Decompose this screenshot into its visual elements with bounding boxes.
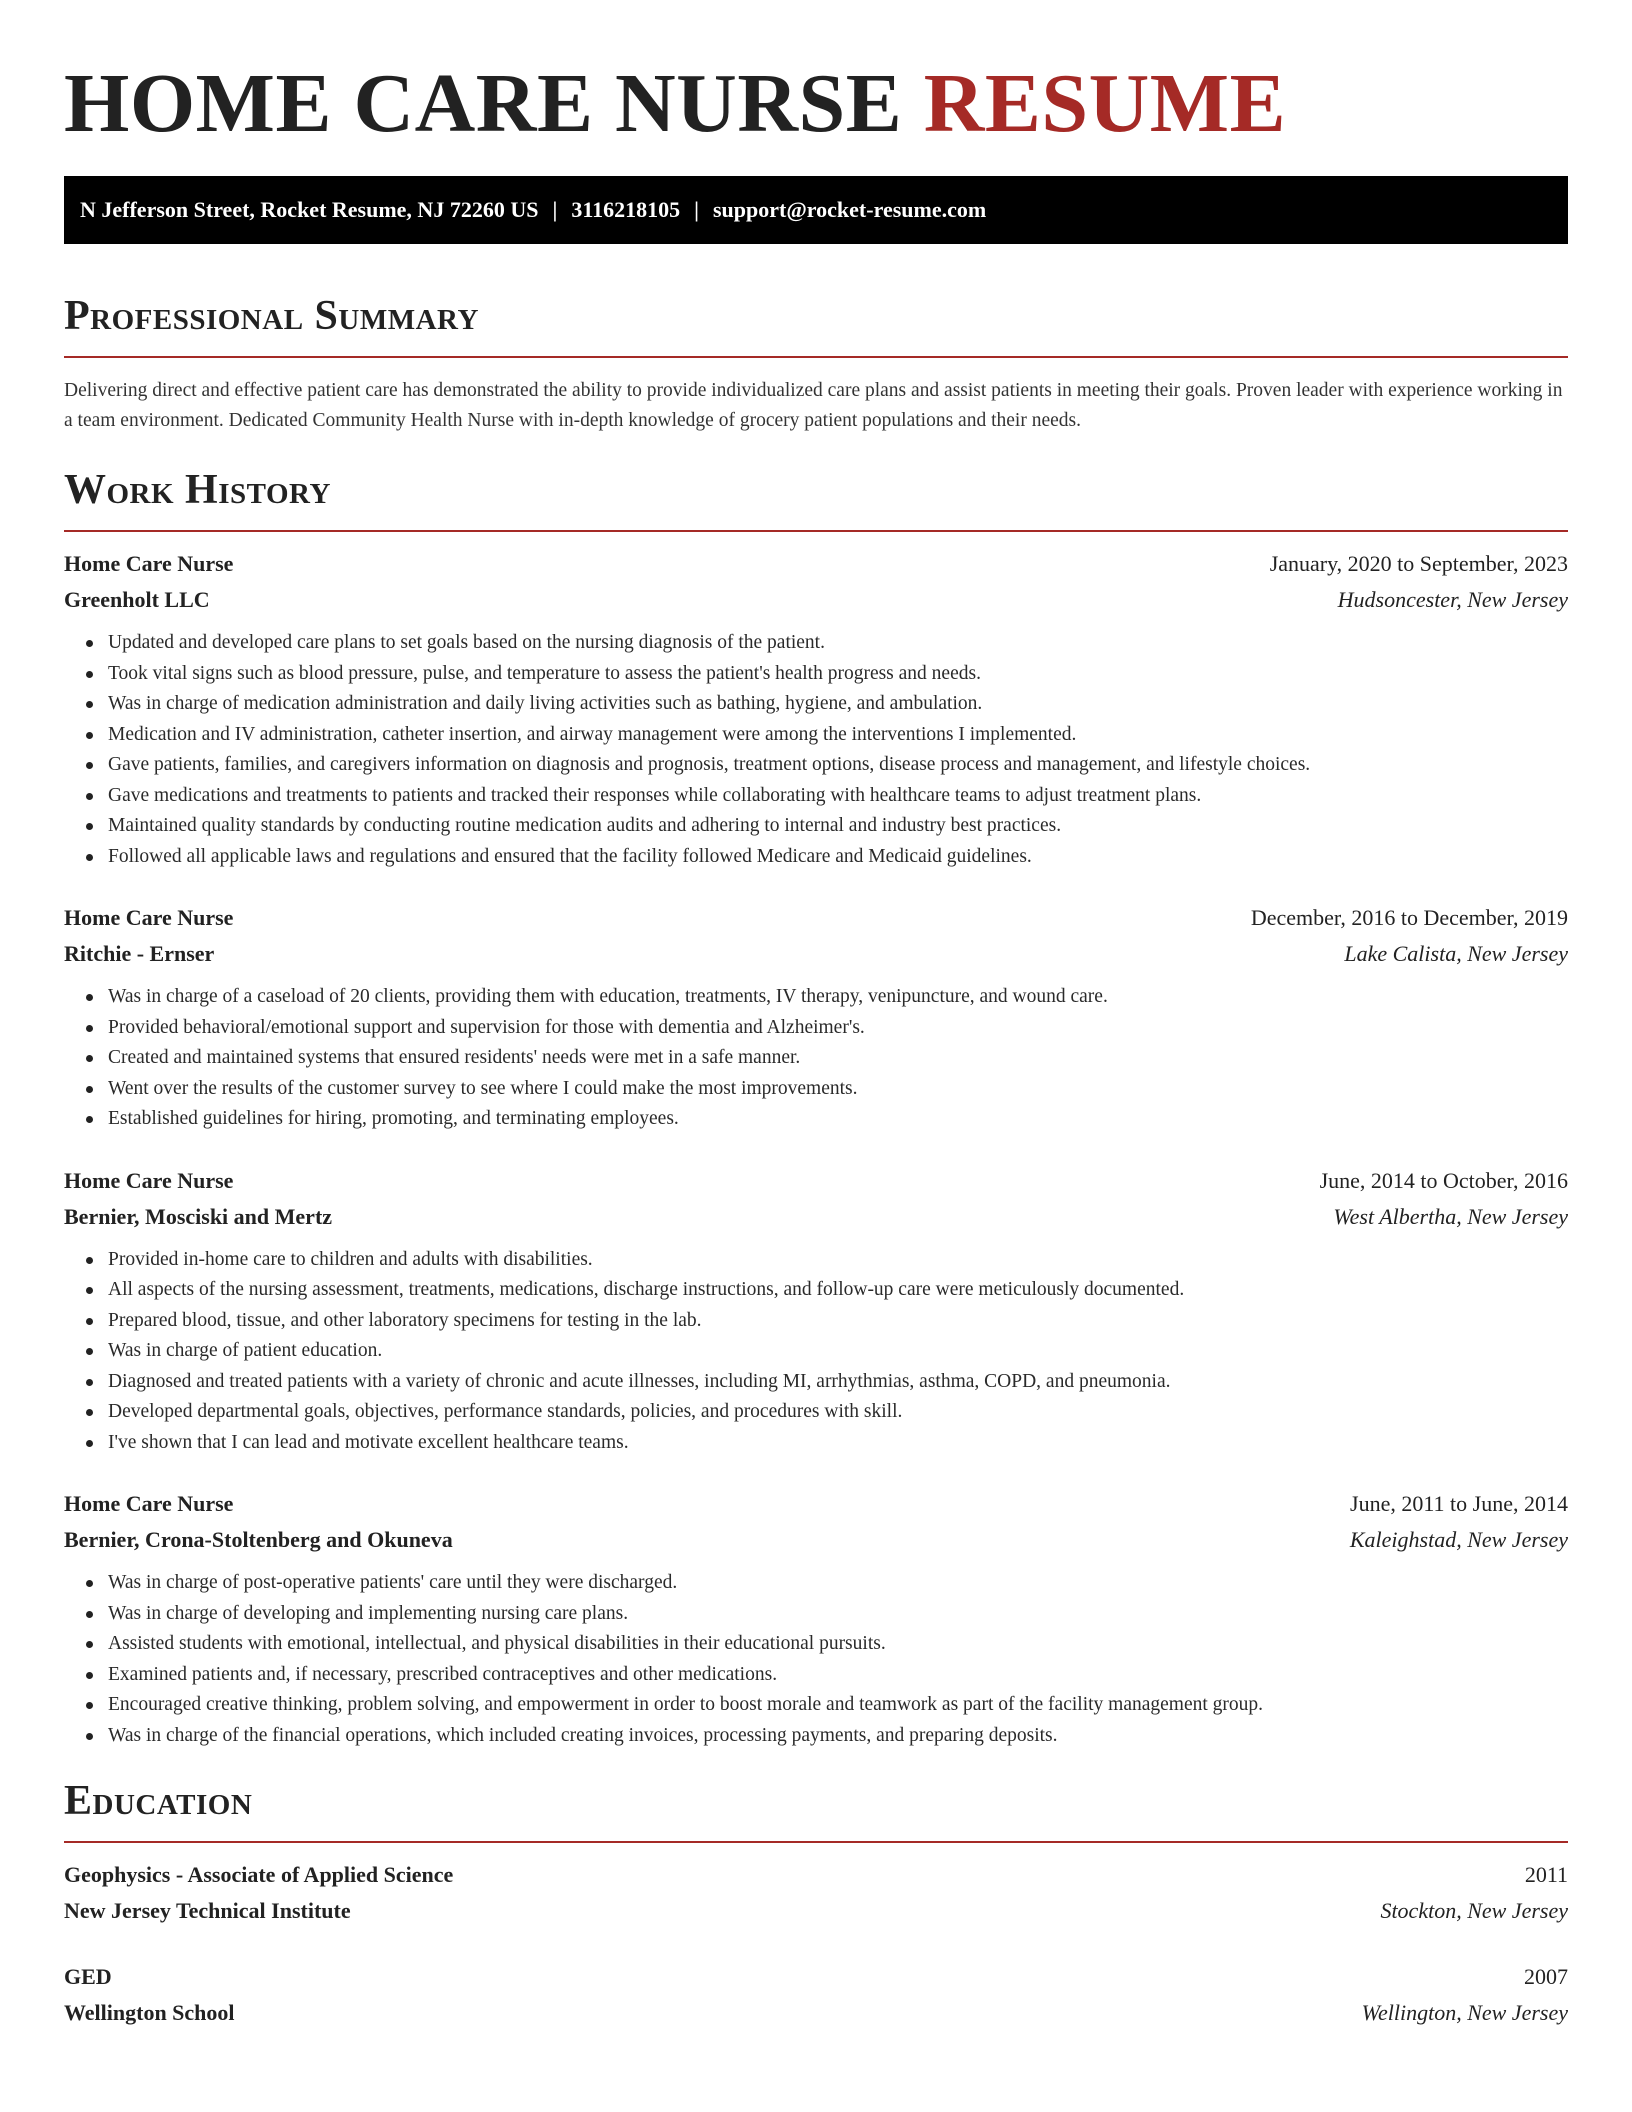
job-duty: Was in charge of the financial operations, which included creating invoices, processing payments, and preparing deposits. [108,1721,1568,1752]
job-duty: Encouraged creative thinking, problem solving, and empowerment in order to boost morale and teamwork as part of the facility management group. [108,1690,1568,1721]
job-title: Home Care Nurse [64,1491,234,1516]
job-company-row [64,1199,1568,1235]
job-dates: June, 2014 to October, 2016 [1319,1167,1568,1193]
job-duty: Went over the results of the customer survey to see where I could make the most improvements. [108,1074,1568,1105]
education-school: New Jersey Technical Institute [64,1898,351,1923]
job-duty: Medication and IV administration, catheter insertion, and airway management were among the interventions I implemented. [108,720,1568,751]
job-title-row [64,1486,1568,1522]
education-degree: Geophysics - Associate of Applied Science [64,1862,454,1887]
job-duty: Developed departmental goals, objectives, performance standards, policies, and procedures with skill. [108,1397,1568,1428]
education-school-row [64,1893,1568,1929]
education-entry [64,1959,1568,2031]
resume-title [64,54,1568,154]
contact-separator: | [694,197,699,222]
job-duty: Provided behavioral/emotional support and supervision for those with dementia and Alzheimer's. [108,1013,1568,1044]
contact-phone[interactable]: 3116218105 [571,197,681,222]
education-year: 2007 [1524,1964,1568,1989]
job-duty: Gave patients, families, and caregivers information on diagnosis and prognosis, treatment options, disease process and management, and lifestyle choices. [108,750,1568,781]
job-dates: December, 2016 to December, 2019 [1250,905,1568,930]
summary-heading: Professional Summary [64,293,479,339]
job-company-row [64,582,1568,618]
education-section [64,1773,1568,2031]
job-duty: Updated and developed care plans to set goals based on the nursing diagnosis of the patient. [108,628,1568,659]
education-year: 2011 [1524,1862,1568,1887]
contact-email[interactable]: support@rocket-resume.com [712,197,987,222]
section-divider [64,356,1568,358]
job-duty: Was in charge of post-operative patients' care until they were discharged. [108,1568,1568,1599]
job-duty: Followed all applicable laws and regulations and ensured that the facility followed Medicare and Medicaid guidelines. [108,842,1568,873]
job-duty: Gave medications and treatments to patients and tracked their responses while collaborating with healthcare teams to adjust treatment plans. [108,781,1568,812]
education-school: Wellington School [64,2000,235,2025]
job-title: Home Care Nurse [64,551,234,576]
job-duty: Was in charge of medication administration and daily living activities such as bathing, hygiene, and ambulation. [108,689,1568,720]
work-history-section [64,462,1568,1751]
job-company: Bernier, Mosciski and Mertz [64,1203,333,1229]
title-accent: RESUME [923,57,1287,150]
job-title-row [64,900,1568,936]
job-duty: Maintained quality standards by conducting routine medication audits and adhering to internal and industry best practices. [108,811,1568,842]
job-duty: I've shown that I can lead and motivate excellent healthcare teams. [108,1428,1568,1459]
job-duty: Was in charge of patient education. [108,1336,1568,1367]
job-duties-list [64,628,1568,872]
job-duty: Diagnosed and treated patients with a variety of chronic and acute illnesses, including MI, arrhythmias, asthma, COPD, and pneumonia. [108,1367,1568,1398]
job-title: Home Care Nurse [64,905,234,930]
job-title-row [64,1163,1568,1199]
job-duty: Took vital signs such as blood pressure, pulse, and temperature to assess the patient's health progress and needs. [108,659,1568,690]
job-company-row [64,936,1568,972]
job-dates: June, 2011 to June, 2014 [1350,1491,1568,1516]
job-duty: Provided in-home care to children and adults with disabilities. [108,1245,1568,1276]
job-title-row [64,546,1568,582]
job-dates: January, 2020 to September, 2023 [1269,551,1568,576]
job-duties-list [64,1568,1568,1751]
job-company: Greenholt LLC [64,587,210,612]
education-degree: GED [64,1964,112,1989]
job-title: Home Care Nurse [64,1167,234,1193]
section-divider [64,1841,1568,1843]
education-degree-row [64,1857,1568,1893]
job-entry [64,1486,1568,1751]
work-history-heading: Work History [64,467,331,513]
education-degree-row [64,1959,1568,1995]
job-company-row [64,1522,1568,1558]
section-divider [64,530,1568,532]
education-school-row [64,1995,1568,2031]
job-entry [64,900,1568,1135]
education-entry [64,1857,1568,1929]
education-location: Wellington, New Jersey [1361,2000,1568,2025]
job-duty: Established guidelines for hiring, promoting, and terminating employees. [108,1104,1568,1135]
contact-address: N Jefferson Street, Rocket Resume, NJ 72260 US [80,197,539,222]
job-duty: Prepared blood, tissue, and other laboratory specimens for testing in the lab. [108,1306,1568,1337]
job-location: Lake Calista, New Jersey [1344,941,1568,966]
job-location: Kaleighstad, New Jersey [1349,1527,1568,1552]
summary-text: Delivering direct and effective patient care has demonstrated the ability to provide individualized care plans and assist patients in meeting their goals. Proven leader with experience working in a team environment. Dedicated Community Health Nurse with in-depth knowledge of grocery patient populations and their needs. [64,380,1563,431]
job-location: Hudsoncester, New Jersey [1337,587,1568,612]
summary-section [64,288,1568,436]
job-duty: Was in charge of a caseload of 20 clients, providing them with education, treatments, IV therapy, venipuncture, and wound care. [108,982,1568,1013]
job-company: Ritchie - Ernser [64,941,215,966]
job-duty: All aspects of the nursing assessment, treatments, medications, discharge instructions, and follow-up care were meticulously documented. [108,1275,1568,1306]
job-location: West Albertha, New Jersey [1333,1203,1568,1229]
education-location: Stockton, New Jersey [1380,1898,1568,1923]
job-entry [64,1163,1568,1459]
education-heading: Education [64,1778,253,1824]
job-entry [64,546,1568,872]
job-duties-list [64,982,1568,1135]
job-duty: Examined patients and, if necessary, prescribed contraceptives and other medications. [108,1660,1568,1691]
job-company: Bernier, Crona-Stoltenberg and Okuneva [64,1527,453,1552]
contact-bar [64,176,1568,244]
title-main: HOME CARE NURSE [64,57,903,150]
job-duty: Was in charge of developing and implementing nursing care plans. [108,1599,1568,1630]
job-duty: Assisted students with emotional, intellectual, and physical disabilities in their educational pursuits. [108,1629,1568,1660]
job-duty: Created and maintained systems that ensured residents' needs were met in a safe manner. [108,1043,1568,1074]
job-duties-list [64,1245,1568,1459]
contact-separator: | [552,197,558,222]
